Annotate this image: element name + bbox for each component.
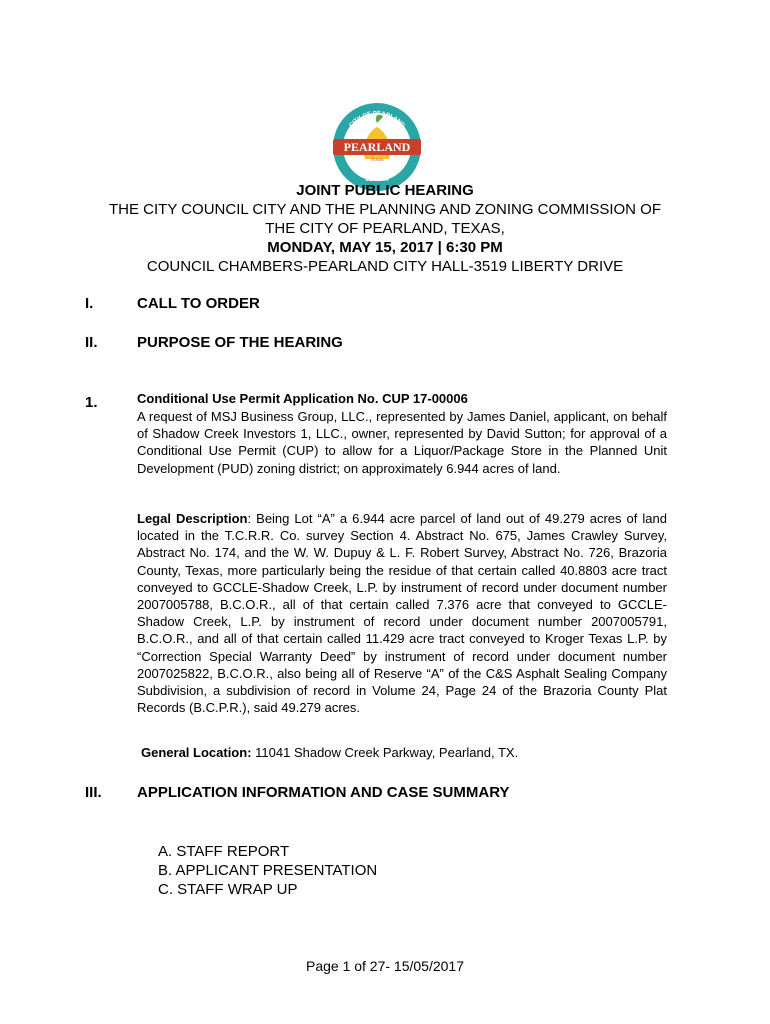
item-1-request: A request of MSJ Business Group, LLC., represented by James Daniel, applicant, on behalf of Shadow Creek Investors 1, LLC., owner, represented by David Sutton; for approval of a Conditional Use Permit (CUP) to allow for a Liquor/Package Store in the Planned Unit Development (PUD) zoning district; on approximately 6.944 acres of land. (137, 409, 667, 476)
agenda-item-b: B. APPLICANT PRESENTATION (158, 862, 378, 879)
item-1-title: Conditional Use Permit Application No. CUP 17-00006 (137, 391, 468, 406)
page-footer: Page 1 of 27- 15/05/2017 (305, 958, 465, 974)
hearing-subtitle-line2: THE CITY OF PEARLAND, TEXAS, (265, 220, 505, 237)
section-3-number: III. (85, 784, 102, 801)
legal-description-text: : Being Lot “A” a 6.944 acre parcel of land out of 49.279 acres of land located in the T.C.R.R. Co. survey Section 4. Abstract No. 675, James Crawley Survey, Abstract No. 174, and the W. W. Dupuy & L. F. Robert Survey, Abstract No. 726, Brazoria County, Texas, more particularly being the residue of that certain called 40.8803 acre tract conveyed to GCCLE-Shadow Creek, L.P. by instrument of record under document number 2007005788, B.C.O.R., all of that certain called 7.376 acre that conveyed to GCCLE-Shadow Creek, L.P. by instrument of record under document number 2007005791, B.C.O.R., and all of that certain called 11.429 acre tract conveyed to Kroger Texas L.P. by “Correction Special Warranty Deed” by instrument of record under document number 2007025822, B.C.O.R., also being all of Reserve “A” of the C&S Asphalt Sealing Company Subdivision, a subdivision of record in Volume 24, Page 24 of the Brazoria County Plat Records (B.C.P.R.), said 49.279 acres. (137, 511, 667, 716)
item-1-number: 1. (85, 394, 98, 411)
section-2-title: PURPOSE OF THE HEARING (137, 334, 343, 351)
agenda-item-c: C. STAFF WRAP UP (158, 881, 298, 898)
hearing-date: MONDAY, MAY 15, 2017 | 6:30 PM (267, 239, 503, 256)
logo-banner-text: PEARLAND (343, 140, 411, 154)
agenda-list (158, 842, 377, 899)
logo-est-text: EST. 1894 (365, 177, 389, 183)
agenda-item-a: A. STAFF REPORT (158, 843, 290, 860)
section-2-number: II. (85, 334, 98, 351)
section-1-title: CALL TO ORDER (137, 295, 260, 312)
general-location-text: 11041 Shadow Creek Parkway, Pearland, TX. (251, 745, 519, 760)
logo-arc-text: CITY OF PEARLAND (348, 110, 406, 129)
logo-sub-text: TEXAS (370, 157, 384, 162)
legal-description-label: Legal Description (137, 511, 248, 526)
hearing-subtitle-line1: THE CITY COUNCIL CITY AND THE PLANNING AND ZONING COMMISSION OF (108, 201, 661, 218)
section-1-number: I. (85, 295, 94, 312)
general-location (141, 744, 671, 761)
general-location-label: General Location: (141, 745, 252, 760)
hearing-title: JOINT PUBLIC HEARING (296, 182, 474, 199)
section-3-title: APPLICATION INFORMATION AND CASE SUMMARY (137, 784, 510, 801)
legal-description (137, 510, 667, 716)
city-of-pearland-logo (331, 101, 423, 193)
hearing-location: COUNCIL CHAMBERS-PEARLAND CITY HALL-3519 LIBERTY DRIVE (146, 258, 624, 275)
